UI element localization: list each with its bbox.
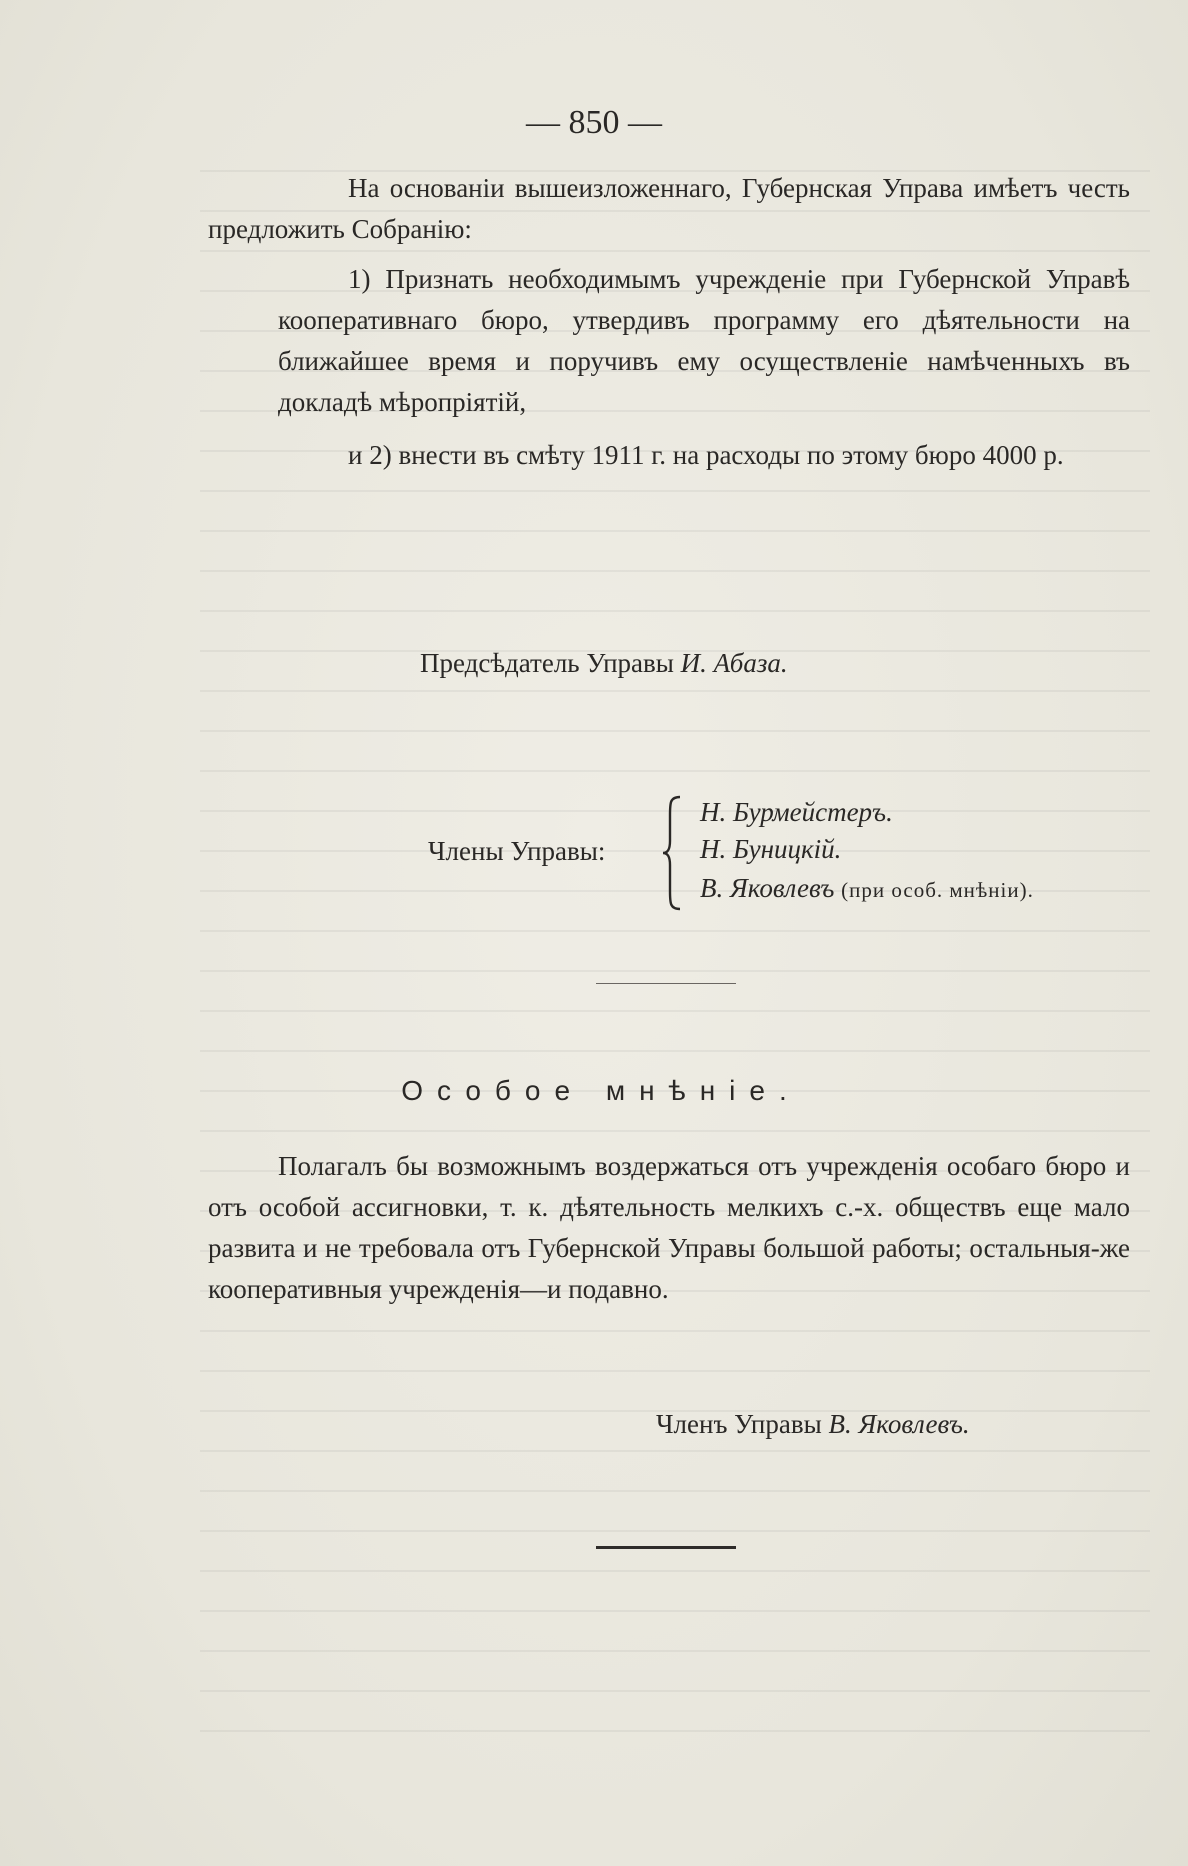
chairman-name: И. Абаза.	[680, 648, 788, 678]
member-3-note: (при особ. мнѣніи).	[841, 878, 1034, 902]
page-number: — 850 —	[526, 104, 662, 141]
proposal-item-2: и 2) внести въ смѣту 1911 г. на расходы по этому бюро 4000 р.	[348, 440, 1064, 470]
signature-name: В. Яковлевъ.	[828, 1409, 970, 1439]
curly-brace-icon	[660, 795, 686, 911]
chairman-title: Предсѣдатель Управы	[420, 648, 674, 678]
member-1-name: Н. Бурмейстеръ.	[700, 797, 893, 827]
member-3-name: В. Яковлевъ	[700, 873, 835, 903]
dissent-heading: Особое мнѣніе.	[401, 1075, 801, 1106]
closing-rule	[596, 1546, 736, 1549]
chairman-signature	[420, 648, 788, 679]
proposal-item-1: 1) Признать необходимымъ учрежденіе при Губернской Управѣ кооперативнаго бюро, утвердивъ программу его дѣятельности на ближайшее время и поручивъ ему осуществленіе намѣченныхъ въ докладѣ мѣропріятій,	[278, 264, 1130, 417]
dissent-signature	[656, 1409, 970, 1440]
section-divider	[596, 983, 736, 984]
signature-title: Членъ Управы	[656, 1409, 822, 1439]
members-label: Члены Управы:	[428, 836, 606, 866]
dissent-paragraph: Полагалъ бы возможнымъ воздержаться отъ учрежденія особаго бюро и отъ особой ассигновки, т. к. дѣятельность мелкихъ с.-х. обществъ еще мало развита и не требовала отъ Губернской Управы большой работы; остальныя-же кооперативныя учрежденія—и подавно.	[208, 1151, 1130, 1304]
member-2-name: Н. Буницкій.	[700, 834, 842, 864]
intro-paragraph: На основаніи вышеизложеннаго, Губернская Управа имѣетъ честь предложить Собранію:	[208, 173, 1130, 244]
member-3	[700, 873, 1034, 904]
